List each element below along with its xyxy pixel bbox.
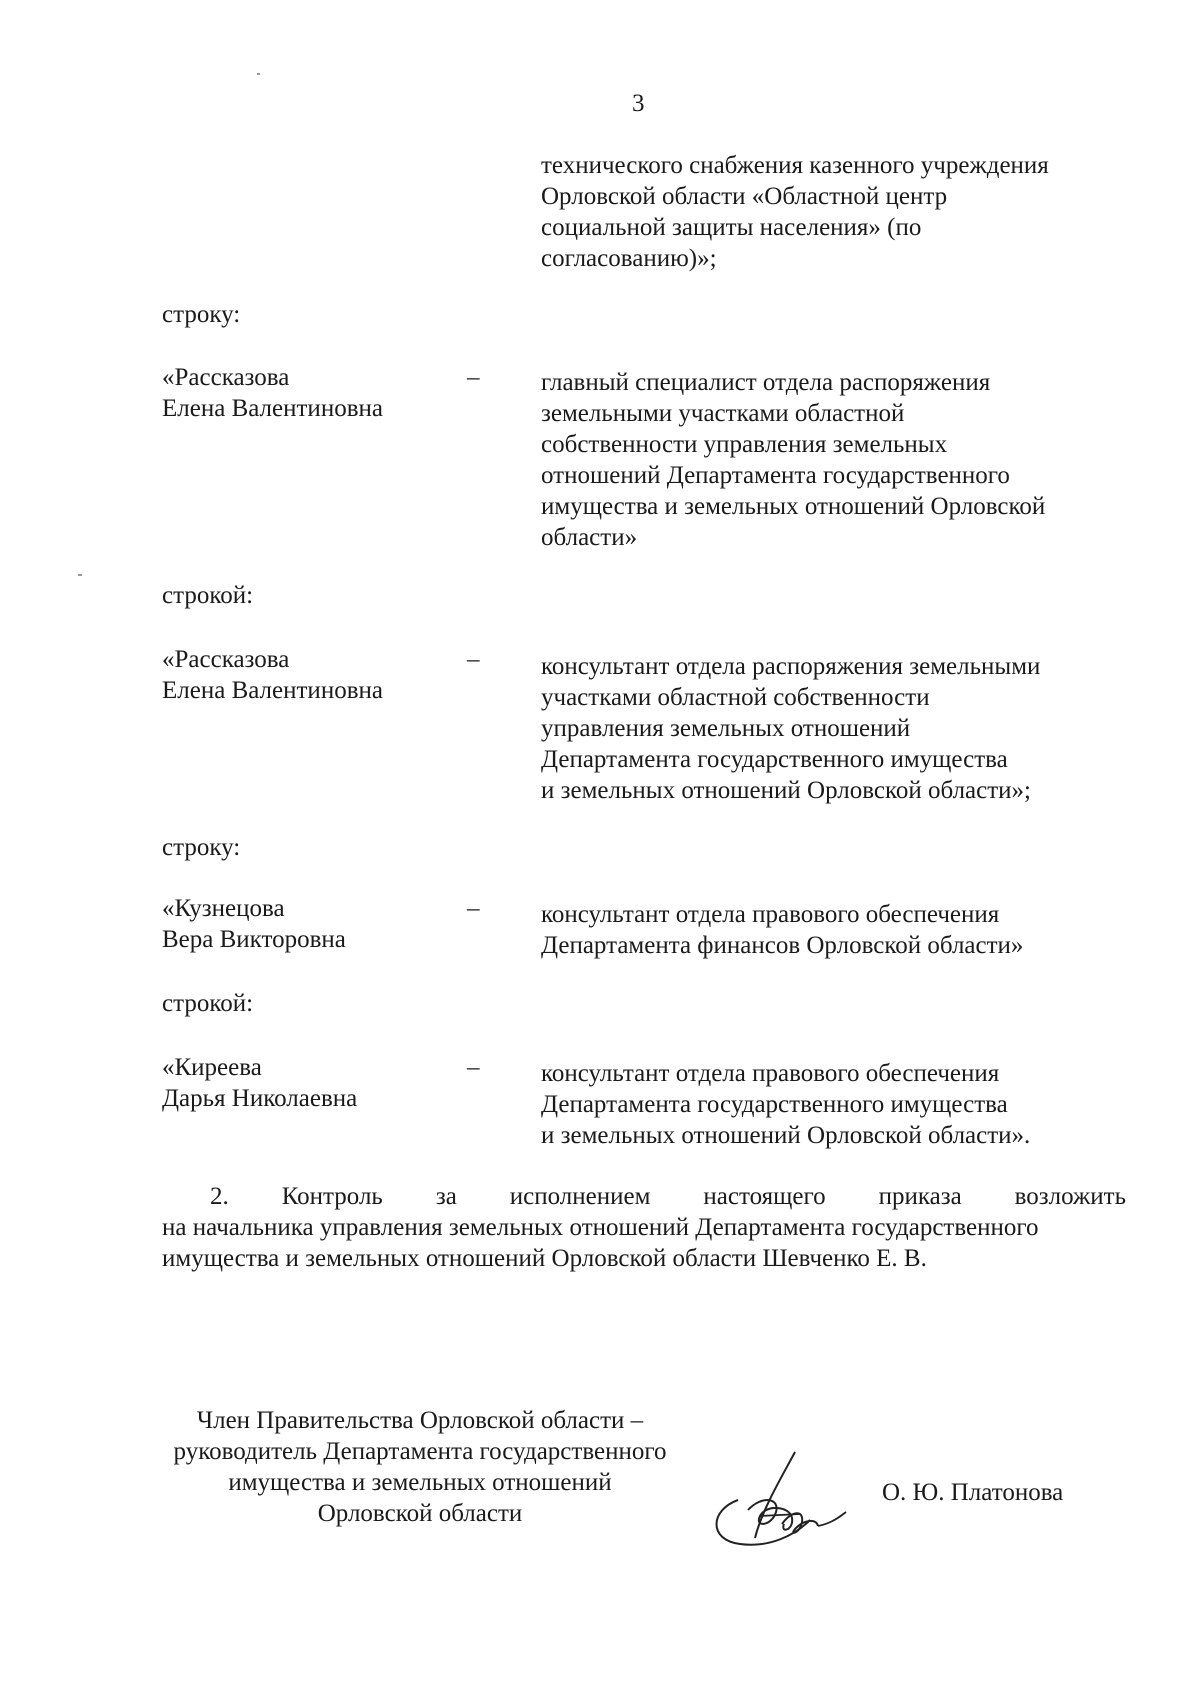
signatory-title	[140, 1405, 700, 1529]
scan-speck	[257, 73, 260, 75]
entry-position: консультант отдела правового обеспечения	[541, 901, 1000, 928]
scan-speck	[78, 574, 82, 576]
entry-position: консультант отдела распоряжения земельными	[541, 653, 1041, 680]
page-number: 3	[632, 90, 645, 117]
signatory-title-line: имущества и земельных отношений	[228, 1469, 612, 1496]
entry-position: Департамента финансов Орловской области»	[541, 932, 1024, 959]
entry-name: Дарья Николаевна	[162, 1085, 358, 1112]
entry-position: области»	[541, 524, 638, 551]
entry-position: участками областной собственности	[541, 684, 930, 711]
entry-position: и земельных отношений Орловской области».	[541, 1122, 1031, 1149]
entry-position: Департамента государственного имущества	[541, 1091, 1008, 1118]
entry-label: строку:	[162, 834, 241, 861]
paragraph-2-line: имущества и земельных отношений Орловской области Шевченко Е. В.	[162, 1245, 927, 1272]
signatory-title-line: Орловской области	[317, 1500, 523, 1527]
entry-dash: –	[467, 895, 480, 922]
entry-name: «Кузнецова	[162, 895, 285, 922]
entry-name: «Киреева	[162, 1054, 262, 1081]
paragraph-2-line: на начальника управления земельных отношений Департамента государственного	[162, 1214, 1039, 1241]
entry-name: «Рассказова	[162, 364, 290, 391]
entry-position: главный специалист отдела распоряжения	[541, 369, 991, 396]
entry-label: строкой:	[162, 582, 254, 609]
entry-position: консультант отдела правового обеспечения	[541, 1060, 1000, 1087]
paragraph-2-first-line: 2. Контроль за исполнением настоящего приказа возложить	[210, 1183, 1126, 1210]
entry-position: Департамента государственного имущества	[541, 746, 1008, 773]
handwritten-signature	[700, 1440, 850, 1550]
entry-position: отношений Департамента государственного	[541, 462, 1010, 489]
entry-name: Елена Валентиновна	[162, 395, 383, 422]
entry-position: собственности управления земельных	[541, 431, 948, 458]
entry-dash: –	[467, 1054, 480, 1081]
entry-dash: –	[467, 646, 480, 673]
entry-dash: –	[467, 364, 480, 391]
entry-position: земельными участками областной	[541, 400, 905, 427]
entry-position: имущества и земельных отношений Орловской	[541, 493, 1046, 520]
entry-name: Елена Валентиновна	[162, 677, 383, 704]
signatory-name: О. Ю. Платонова	[882, 1479, 1064, 1506]
continuation-line: социальной защиты населения» (по	[541, 214, 922, 241]
entry-label: строку:	[162, 301, 241, 328]
signatory-title-line: руководитель Департамента государственного	[173, 1438, 667, 1465]
entry-name: Вера Викторовна	[162, 926, 346, 953]
continuation-line: согласованию)»;	[541, 245, 717, 272]
continuation-line: Орловской области «Областной центр	[541, 183, 948, 210]
entry-position: и земельных отношений Орловской области»;	[541, 777, 1032, 804]
continuation-line: технического снабжения казенного учреждения	[541, 152, 1049, 179]
entry-position: управления земельных отношений	[541, 715, 911, 742]
entry-label: строкой:	[162, 990, 254, 1017]
entry-name: «Рассказова	[162, 646, 290, 673]
signatory-title-line: Член Правительства Орловской области –	[196, 1407, 644, 1434]
